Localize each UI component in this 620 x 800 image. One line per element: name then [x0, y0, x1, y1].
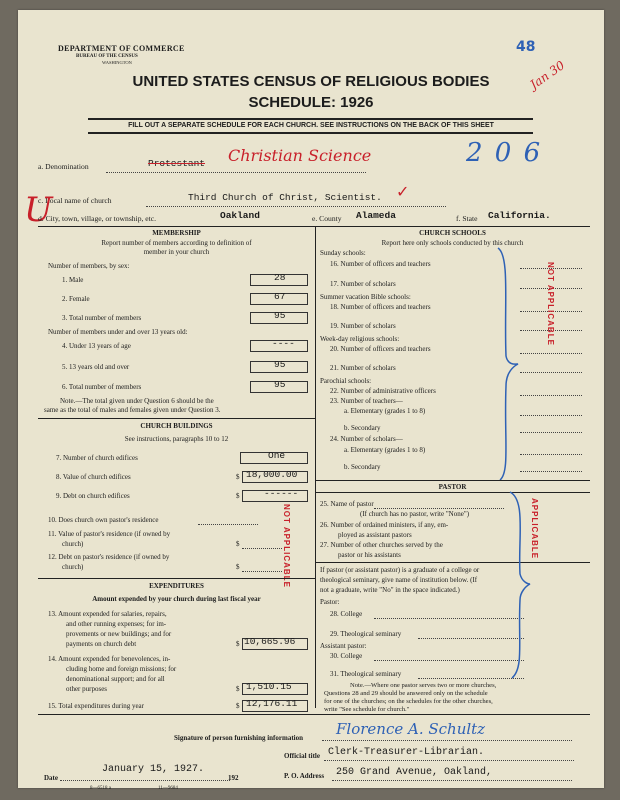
- q2-value: 67: [274, 291, 286, 302]
- q26-label-a: 26. Number of ordained ministers, if any, em-: [320, 521, 449, 529]
- q10-label: 10. Does church own pastor's residence: [48, 516, 159, 524]
- q23b-label: b. Secondary: [344, 424, 381, 432]
- signature-label: Signature of person furnishing information: [174, 734, 303, 742]
- parochial-label: Parochial schools:: [320, 377, 372, 385]
- pastor-sublabel: Pastor:: [320, 598, 340, 606]
- q27-label-a: 27. Number of other churches served by the: [320, 541, 443, 549]
- q9-label: 9. Debt on church edifices: [56, 492, 130, 500]
- age-header: Number of members under and over 13 years old:: [48, 328, 188, 336]
- pastor-note1: Note.—Where one pastor serves two or more churches,: [350, 682, 497, 689]
- official-title-label: Official title: [284, 752, 320, 760]
- form-number-2: 11—9684: [158, 786, 178, 791]
- q6-value: 95: [274, 379, 286, 390]
- city-field-label: d. City, town, village, or township, etc.: [38, 214, 157, 223]
- q14-label-c: denominational support; and for all: [66, 675, 165, 683]
- q24b-label: b. Secondary: [344, 463, 381, 471]
- q1-value: 28: [274, 272, 286, 283]
- local-name-label: c. Local name of church: [38, 196, 112, 205]
- q13-label-c: provements or new buildings; and for: [66, 630, 172, 638]
- po-address-label: P. O. Address: [284, 772, 325, 780]
- census-schedule-page: DEPARTMENT OF COMMERCE BUREAU OF THE CENSUS WASHINGTON 48 Jan 30 UNITED STATES CENSUS OF RELIGIOUS BODIES SCHEDULE: 1926 FILL OUT A SEPARATE SCHEDULE FOR EACH CHURCH. SEE INSTRUCTIONS ON THE BACK OF THIS SHEET a. Denomination Protestant Christian Science 2 0 6 c. Local name of church Third Church of Christ, Scientist. ✓ U d. City, town, village, or township, etc. Oakland e. County Alameda f. State California. MEMBERSHIP Report number of members according to definition of member in your church Number of members, by sex: 1. Male 28 2. Female 67 3. Total number of members 95 Number of members under and over 13 years old: 4. Under 13 years of age ---- 5. 13 years old and over 95 6. Total number of members 95 Note.—The total given under Question 6 should be the same as the total of males and females given under Question 3. CHURCH BUILDINGS See instructions, paragraphs 10 to 12 7. Number of church edifices One 8. Value of church edifices $ 18,000.00 9. Debt on church edifices $ ------ 10. Does church own pastor's residence 11. Value of pastor's residence (if owned by church) $ 12. Debt on pastor's residence (if owned by church) $ NOT APPLICABLE EXPENDITURES Amount expended by your church during last fiscal year 13. Amount expended for salaries, repairs, and other running expenses; for im- provements or new buildings; and for payments on church debt $ 10,665.96 14. Amount expended for benevolences, in- cluding home and foreign missions; for denominational support; and for all other purposes $ 1,510.15 15. Total expenditures during year $ 12,176.11 CHURCH SCHOOLS Report here only schools conducted by this church Sunday schools: 16. Number of officers and teachers 17. Number of scholars Summer vacation Bible schools: 18. Number of officers and teachers 19. Number of scholars Week-day religious schools: 20. Number of officers and teachers 21. Number of scholars Parochial schools: 22. Number of administrative officers 23. Number of teachers— a. Elementary (grades 1 to 8) b. Secondary 24. Number of scholars— a. Elementary (grades 1 to 8) b. Secondary NOT APPLICABLE PASTOR 25. Name of pastor (If church has no pastor, write "None") 26. Number of ordained ministers, if any, em- ployed as assistant pastors 27. Number of other churches served by the pastor or his assistants If pastor (or assistant pastor) is a graduate of a college or theological seminary, give name of institution below. (If not a graduate, write "No" in the space indicated.) Pastor: 28. College 29. Theological seminary Assistant pastor: 30. College 31. Theological seminary Note.—Where one pastor serves two or more churches, Questions 28 and 29 should be answered only on the schedule for one of the churches; on the schedules for the other churches, write "See schedule for church." APPLICABLE Signature of person furnishing information Florence A. Schultz Official title Clerk-Treasurer-Librarian. Date January 15, 1927. 192 P. O. Address 250 Grand Avenue, Oakland, 8—6518 a 11—9684: [18, 10, 604, 788]
- form-title: UNITED STATES CENSUS OF RELIGIOUS BODIES: [132, 73, 490, 90]
- denomination-code: 2 0 6: [466, 138, 543, 168]
- q7-value: One: [268, 450, 286, 461]
- q13-label-b: and other running expenses; for im-: [66, 620, 167, 628]
- q5-value: 95: [274, 359, 286, 370]
- buildings-title: CHURCH BUILDINGS: [140, 422, 213, 430]
- bureau-label: BUREAU OF THE CENSUS: [76, 54, 138, 59]
- denomination-label: a. Denomination: [38, 162, 89, 171]
- local-name-value: Third Church of Christ, Scientist.: [188, 192, 382, 203]
- q23-label: 23. Number of teachers—: [330, 397, 403, 405]
- membership-title: MEMBERSHIP: [152, 229, 201, 237]
- q29-label: 29. Theological seminary: [330, 630, 402, 638]
- q22-label: 22. Number of administrative officers: [330, 387, 436, 395]
- schools-instr: Report here only schools conducted by this church: [381, 239, 524, 247]
- stamp-date: Jan 30: [527, 58, 568, 92]
- q12-label-b: church): [62, 563, 84, 571]
- q14-label-b: cluding home and foreign missions; for: [66, 665, 177, 673]
- official-title-value: Clerk-Treasurer-Librarian.: [328, 747, 485, 758]
- q4-label: 4. Under 13 years of age: [62, 342, 131, 350]
- q25-label-a: 25. Name of pastor: [320, 500, 374, 508]
- pastor-title: PASTOR: [438, 483, 467, 491]
- q23a-label: a. Elementary (grades 1 to 8): [344, 407, 426, 415]
- q17-label: 17. Number of scholars: [330, 280, 396, 288]
- check-mark: ✓: [396, 184, 410, 201]
- year-suffix: 192: [228, 774, 239, 782]
- q11-label-a: 11. Value of pastor's residence (if owned by: [48, 530, 171, 538]
- q21-label: 21. Number of scholars: [330, 364, 396, 372]
- form-number-1: 8—6518 a: [90, 786, 111, 791]
- grad-instr2: theological seminary, give name of institution below. (If: [320, 576, 478, 584]
- q14-label-d: other purposes: [66, 685, 108, 693]
- schools-brace-icon: [494, 246, 520, 482]
- po-address-value: 250 Grand Avenue, Oakland,: [336, 767, 493, 778]
- mark-u: U: [24, 190, 53, 230]
- q20-label: 20. Number of officers and teachers: [330, 345, 431, 353]
- denomination-handwritten: Christian Science: [228, 146, 372, 165]
- expenditures-instr: Amount expended by your church during last fiscal year: [92, 595, 261, 603]
- q27-label-b: pastor or his assistants: [338, 551, 401, 559]
- city-label: WASHINGTON: [102, 60, 132, 65]
- membership-note1: Note.—The total given under Question 6 should be the: [60, 397, 214, 405]
- pastor-applicable-stamp: APPLICABLE: [530, 498, 539, 560]
- by-sex-label: Number of members, by sex:: [48, 262, 130, 270]
- stamp-number: 48: [516, 39, 536, 55]
- membership-note2: same as the total of males and females given under Question 3.: [44, 406, 221, 414]
- grad-instr3: not a graduate, write "No" in the space indicated.): [320, 586, 460, 594]
- q4-value: ----: [272, 338, 295, 349]
- buildings-not-applicable: NOT APPLICABLE: [282, 504, 291, 588]
- q9-value: ------: [264, 488, 299, 499]
- q13-label-d: payments on church debt: [66, 640, 137, 648]
- buildings-instr: See instructions, paragraphs 10 to 12: [124, 435, 229, 443]
- state-value: California.: [488, 210, 551, 221]
- q19-label: 19. Number of scholars: [330, 322, 396, 330]
- denomination-struck: Protestant: [148, 158, 206, 169]
- membership-instr1: Report number of members according to definition of: [101, 239, 252, 247]
- q16-label: 16. Number of officers and teachers: [330, 260, 431, 268]
- date-label: Date: [44, 774, 58, 782]
- q5-label: 5. 13 years old and over: [62, 363, 130, 371]
- instruction-line: FILL OUT A SEPARATE SCHEDULE FOR EACH CHURCH. SEE INSTRUCTIONS ON THE BACK OF THIS SHEET: [128, 122, 494, 129]
- q13-label-a: 13. Amount expended for salaries, repairs,: [48, 610, 167, 618]
- q7-label: 7. Number of church edifices: [56, 454, 138, 462]
- q13-value: 10,665.96: [244, 636, 296, 647]
- county-value: Alameda: [356, 210, 396, 221]
- q3-label: 3. Total number of members: [62, 314, 142, 322]
- q15-label: 15. Total expenditures during year: [48, 702, 144, 710]
- dept-label: DEPARTMENT OF COMMERCE: [58, 44, 185, 53]
- sunday-label: Sunday schools:: [320, 249, 366, 257]
- asst-pastor-sublabel: Assistant pastor:: [320, 642, 367, 650]
- q25-label-b: (If church has no pastor, write "None"): [360, 510, 470, 518]
- q14-value: 1,510.15: [246, 681, 292, 692]
- pastor-note4: write "See schedule for church.": [324, 706, 410, 713]
- state-label: f. State: [456, 214, 478, 223]
- date-value: January 15, 1927.: [102, 764, 205, 775]
- q8-value: 18,000.00: [246, 469, 298, 480]
- expenditures-title: EXPENDITURES: [149, 582, 204, 590]
- q30-label: 30. College: [330, 652, 363, 660]
- q31-label: 31. Theological seminary: [330, 670, 402, 678]
- q24a-label: a. Elementary (grades 1 to 8): [344, 446, 426, 454]
- pastor-note3: for one of the churches; on the schedules for the other churches,: [324, 698, 493, 705]
- q24-label: 24. Number of scholars—: [330, 435, 403, 443]
- pastor-brace-icon: [504, 490, 534, 680]
- q26-label-b: ployed as assistant pastors: [338, 531, 412, 539]
- q12-label-a: 12. Debt on pastor's residence (if owned by: [48, 553, 170, 561]
- q3-value: 95: [274, 310, 286, 321]
- county-label: e. County: [312, 214, 342, 223]
- schools-title: CHURCH SCHOOLS: [419, 229, 486, 237]
- city-field-value: Oakland: [220, 210, 260, 221]
- q11-label-b: church): [62, 540, 84, 548]
- pastor-note2: Questions 28 and 29 should be answered only on the schedule: [324, 690, 488, 697]
- q18-label: 18. Number of officers and teachers: [330, 303, 431, 311]
- q28-label: 28. College: [330, 610, 363, 618]
- schools-not-applicable: NOT APPLICABLE: [546, 262, 555, 346]
- q8-label: 8. Value of church edifices: [56, 473, 131, 481]
- q1-label: 1. Male: [62, 276, 84, 284]
- q2-label: 2. Female: [62, 295, 90, 303]
- signature-value: Florence A. Schultz: [336, 720, 486, 738]
- q15-value: 12,176.11: [246, 698, 298, 709]
- form-subtitle: SCHEDULE: 1926: [248, 94, 374, 111]
- q14-label-a: 14. Amount expended for benevolences, in-: [48, 655, 171, 663]
- q6-label: 6. Total number of members: [62, 383, 142, 391]
- summer-label: Summer vacation Bible schools:: [320, 293, 411, 301]
- membership-instr2: member in your church: [143, 248, 210, 256]
- weekday-label: Week-day religious schools:: [320, 335, 400, 343]
- grad-instr1: If pastor (or assistant pastor) is a graduate of a college or: [320, 566, 480, 574]
